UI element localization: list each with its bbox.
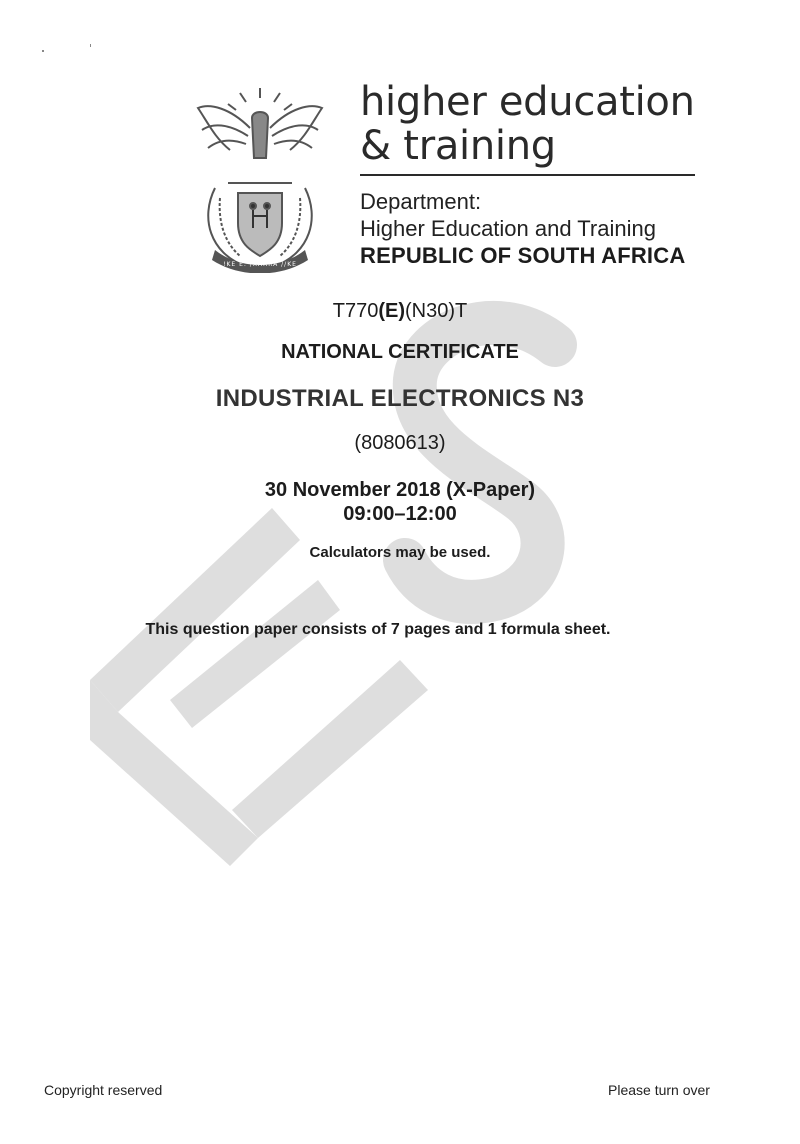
coat-of-arms-icon [190, 88, 330, 273]
brand-line-2: & training [360, 123, 556, 169]
department-name: Higher Education and Training [360, 216, 656, 241]
exam-date: 30 November 2018 (X-Paper) [264, 479, 536, 501]
watermark-e-bottom [232, 660, 428, 838]
brand-line-1: higher education [360, 79, 695, 125]
subject-title: INDUSTRIAL ELECTRONICS N3 [215, 385, 585, 412]
page-count-note: This question paper consists of 7 pages and 1 formula sheet. [145, 621, 611, 638]
paper-code-prefix: T770 [332, 300, 379, 322]
certificate-title: NATIONAL CERTIFICATE [281, 341, 519, 363]
exam-time: 09:00–12:00 [343, 503, 457, 525]
svg-text:!KE E: /XARRA //KE: !KE E: /XARRA //KE [223, 261, 297, 268]
department-country: REPUBLIC OF SOUTH AFRICA [360, 243, 686, 268]
turn-over-footer: Please turn over [608, 1082, 710, 1098]
department-brand [360, 80, 705, 269]
calculator-note: Calculators may be used. [309, 544, 491, 561]
scan-speck [90, 44, 91, 47]
paper-code-suffix: (N30)T [405, 300, 468, 322]
subject-code: (8080613) [354, 432, 446, 454]
scan-speck [42, 50, 44, 52]
copyright-footer: Copyright reserved [44, 1082, 163, 1098]
department-label: Department: [360, 189, 482, 214]
paper-code [0, 300, 800, 323]
paper-code-language: (E) [378, 300, 406, 322]
brand-divider [360, 174, 695, 176]
